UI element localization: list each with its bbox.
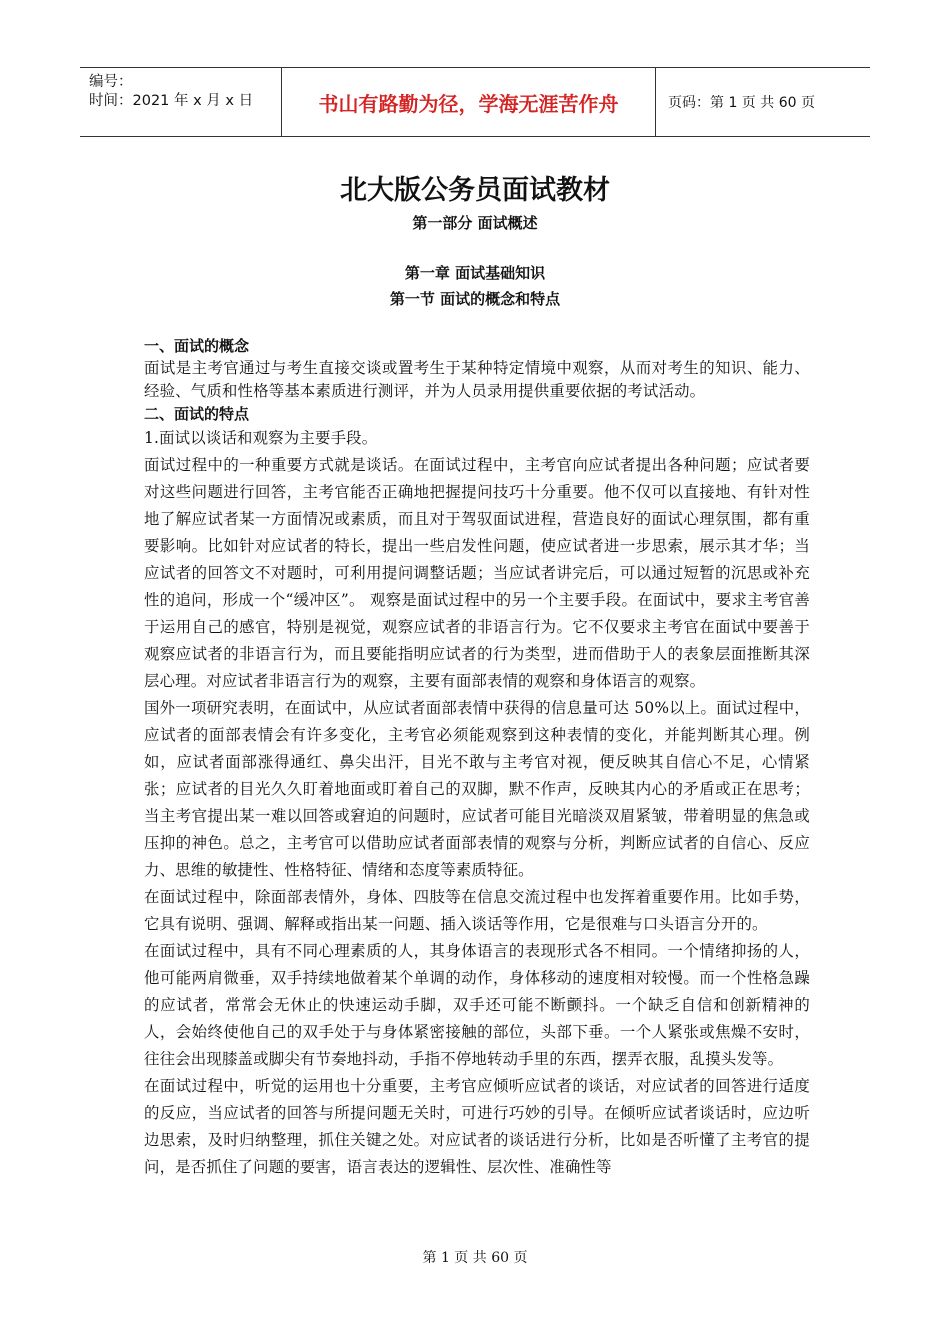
- time-label: 时间：2021 年 x 月 x 日: [89, 93, 254, 109]
- document-title: 北大版公务员面试教材: [340, 175, 610, 206]
- document-body: [144, 335, 810, 1181]
- paragraph-listening: 在面试过程中，听觉的运用也十分重要，主考官应倾听应试者的谈话，对应试者的回答进行适度的反应，当应试者的回答与所提问题无关时，可进行巧妙的引导。在倾听应试者谈话时，应边听边思索，及时归纳整理，抓住关键之处。对应试者的谈话进行分析，比如是否听懂了主考官的提问，是否抓住了问题的要害，语言表达的逻辑性、层次性、准确性等: [144, 1077, 810, 1176]
- motto-text: 书山有路勤为径，学海无涯苦作舟: [318, 91, 619, 116]
- header-table: [80, 67, 870, 137]
- motto-cell: [282, 68, 656, 136]
- section-heading: 第一节 面试的概念和特点: [389, 290, 561, 308]
- number-label: 编号：: [89, 74, 133, 90]
- heading-features: 二、面试的特点: [144, 405, 250, 423]
- paragraph-concept: 面试是主考官通过与考生直接交谈或置考生于某种特定情境中观察，从而对考生的知识、能力、经验、气质和性格等基本素质进行测评，并为人员录用提供重要依据的考试活动。: [144, 359, 810, 400]
- paragraph-talk-observe: 面试过程中的一种重要方式就是谈话。在面试过程中，主考官向应试者提出各种问题；应试者要对这些问题进行回答，主考官能否正确地把握提问技巧十分重要。他不仅可以直接地、有针对性地了解应试者某一方面情况或素质，而且对于驾驭面试进程，营造良好的面试心理氛围，都有重要影响。比如针对应试者的特长，提出一些启发性问题，使应试者进一步思索，展示其才华；当应试者的回答文不对题时，可利用提问调整话题；当应试者讲完后，可以通过短暂的沉思或补充性的追问，形成一个“缓冲区”。 观察是面试过程中的另一个主要手段。在面试中，要求主考官善于运用自己的感官，特别是视觉，观察应试者的非语言行为。它不仅要求主考官在面试中要善于观察应试者的非语言行为，而且要能指明应试者的行为类型，进而借助于人的表象层面推断其深层心理。对应试者非语言行为的观察，主要有面部表情的观察和身体语言的观察。: [144, 456, 810, 690]
- paragraph-feature-1: 1.面试以谈话和观察为主要手段。: [144, 429, 378, 447]
- header-meta-cell: [80, 68, 282, 136]
- paragraph-facial-expression: 国外一项研究表明，在面试中，从应试者面部表情中获得的信息量可达 50%以上。面试过程中，应试者的面部表情会有许多变化，主考官必须能观察到这种表情的变化，并能判断其心理。例如，应试者面部涨得通红、鼻尖出汗，目光不敢与主考官对视，便反映其自信心不足，心情紧张；应试者的目光久久盯着地面或盯着自己的双脚，默不作声，反映其内心的矛盾或正在思考；当主考官提出某一难以回答或窘迫的问题时，应试者可能目光暗淡双眉紧皱，带着明显的焦急或压抑的神色。总之，主考官可以借助应试者面部表情的观察与分析，判断应试者的自信心、反应力、思维的敏捷性、性格特征、情绪和态度等素质特征。: [144, 699, 810, 879]
- page-cell: [656, 68, 870, 136]
- part-heading: 第一部分 面试概述: [412, 214, 538, 232]
- paragraph-body-language: 在面试过程中，除面部表情外，身体、四肢等在信息交流过程中也发挥着重要作用。比如手势，它具有说明、强调、解释或指出某一问题、插入谈话等作用，它是很难与口头语言分开的。: [144, 888, 810, 933]
- heading-concept: 一、面试的概念: [144, 337, 250, 355]
- page-label: 页码：第 1 页 共 60 页: [668, 95, 815, 111]
- page-footer: 第 1 页 共 60 页: [422, 1250, 528, 1266]
- chapter-heading: 第一章 面试基础知识: [404, 264, 546, 282]
- paragraph-psychology: 在面试过程中，具有不同心理素质的人，其身体语言的表现形式各不相同。一个情绪抑扬的人，他可能两肩微垂，双手持续地做着某个单调的动作，身体移动的速度相对较慢。而一个性格急躁的应试者，常常会无休止的快速运动手脚，双手还可能不断颤抖。一个缺乏自信和创新精神的人，会始终使他自己的双手处于与身体紧密接触的部位，头部下垂。一个人紧张或焦燥不安时，往往会出现膝盖或脚尖有节奏地抖动，手指不停地转动手里的东西，摆弄衣服，乱摸头发等。: [144, 942, 810, 1068]
